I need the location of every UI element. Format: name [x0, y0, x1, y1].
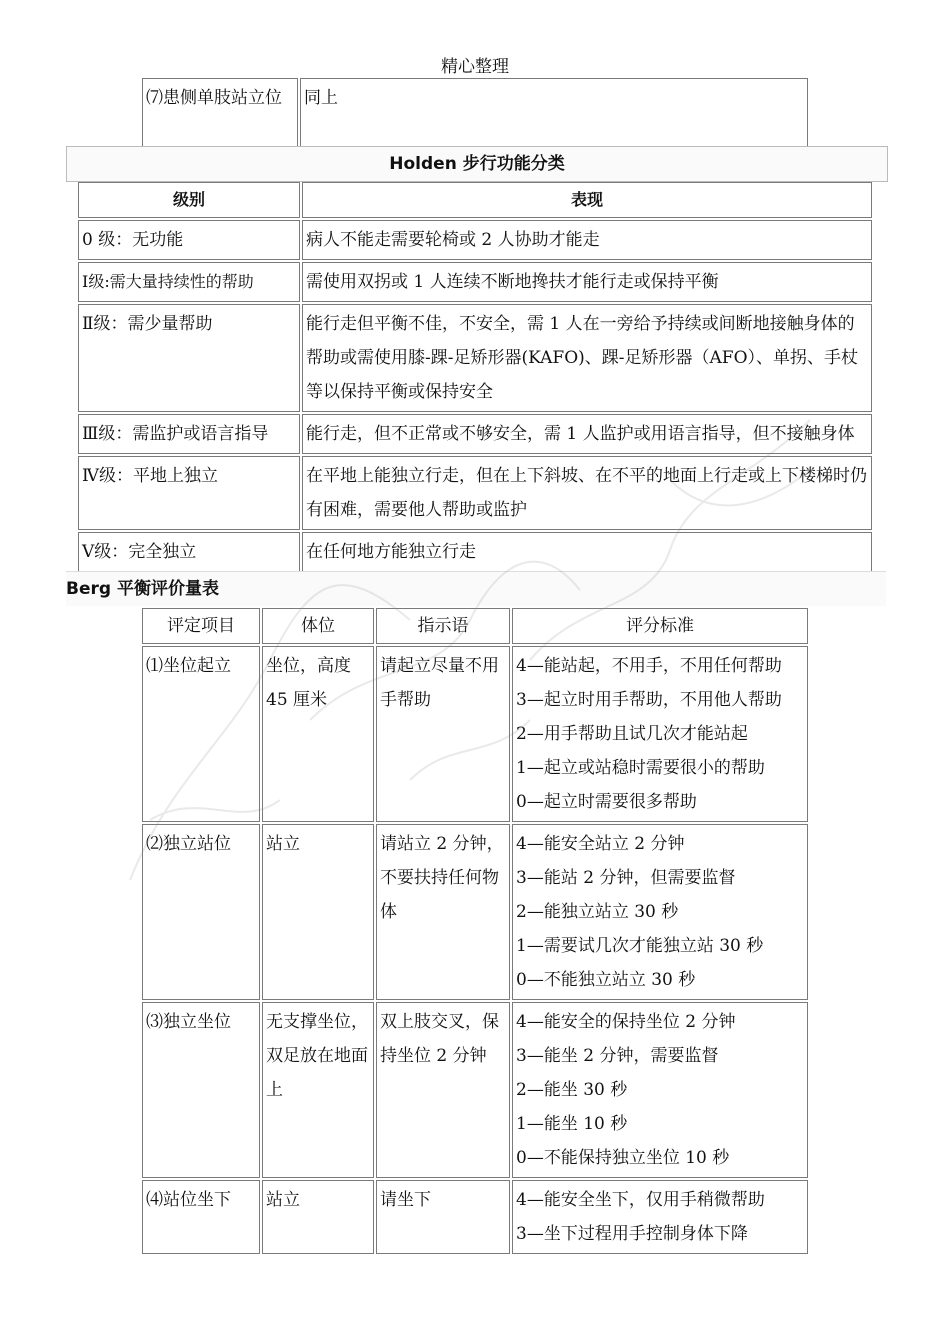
table-row: [78, 220, 872, 260]
table-row: [78, 304, 872, 412]
desc-cell: 能行走，但不正常或不够安全，需 1 人监护或用语言指导，但不接触身体: [302, 414, 872, 454]
criteria-line: 1—需要试几次才能独立站 30 秒: [516, 936, 764, 956]
table-header-row: [142, 608, 808, 644]
criteria-line: 2—能坐 30 秒: [516, 1080, 628, 1100]
criteria-line: 0—不能独立站立 30 秒: [516, 970, 696, 990]
level-cell: Ⅱ级：需少量帮助: [78, 304, 300, 412]
table-row: [78, 262, 872, 302]
criteria-line: 2—能独立站立 30 秒: [516, 902, 679, 922]
table-row: [142, 824, 808, 1000]
instruction-cell: 请起立尽量不用手帮助: [376, 646, 510, 822]
criteria-line: 3—能坐 2 分钟，需要监督: [516, 1046, 719, 1066]
level-cell: Ⅳ级：平地上独立: [78, 456, 300, 530]
table-row: [78, 456, 872, 530]
criteria-cell: [512, 646, 808, 822]
criteria-line: 2—用手帮助且试几次才能站起: [516, 724, 748, 744]
level-cell: 0 级：无功能: [78, 220, 300, 260]
position-cell: 无支撑坐位，双足放在地面上: [262, 1002, 374, 1178]
criteria-cell: [512, 1180, 808, 1254]
desc-cell: 在任何地方能独立行走: [302, 532, 872, 572]
table-row: [78, 532, 872, 572]
table-row: [78, 414, 872, 454]
item-cell: ⑴坐位起立: [142, 646, 260, 822]
item-cell: ⑶独立坐位: [142, 1002, 260, 1178]
position-cell: 坐位，高度 45 厘米: [262, 646, 374, 822]
column-header-level: 级别: [78, 182, 300, 218]
column-header-criteria: 评分标准: [512, 608, 808, 644]
criteria-line: 3—起立时用手帮助，不用他人帮助: [516, 690, 782, 710]
top-table: [140, 76, 810, 150]
criteria-line: 1—起立或站稳时需要很小的帮助: [516, 758, 765, 778]
instruction-cell: 请站立 2 分钟，不要扶持任何物体: [376, 824, 510, 1000]
table-row: [142, 1002, 808, 1178]
criteria-line: 4—能安全坐下，仅用手稍微帮助: [516, 1190, 765, 1210]
criteria-line: 3—坐下过程用手控制身体下降: [516, 1224, 748, 1244]
desc-cell: 在平地上能独立行走，但在上下斜坡、在不平的地面上行走或上下楼梯时仍有困难，需要他人帮助或监护: [302, 456, 872, 530]
table-row: [142, 646, 808, 822]
column-header-position: 体位: [262, 608, 374, 644]
berg-table: [140, 606, 810, 1256]
column-header-desc: 表现: [302, 182, 872, 218]
criteria-line: 0—不能保持独立坐位 10 秒: [516, 1148, 730, 1168]
berg-title: Berg 平衡评价量表: [66, 579, 219, 599]
page-header: 精心整理: [441, 57, 509, 77]
criteria-line: 4—能站起，不用手，不用任何帮助: [516, 656, 782, 676]
criteria-line: 1—能坐 10 秒: [516, 1114, 628, 1134]
criteria-line: 0—起立时需要很多帮助: [516, 792, 697, 812]
instruction-cell: 双上肢交叉，保持坐位 2 分钟: [376, 1002, 510, 1178]
column-header-instruction: 指示语: [376, 608, 510, 644]
item-cell: ⑵独立站位: [142, 824, 260, 1000]
level-cell: Ⅴ级：完全独立: [78, 532, 300, 572]
column-header-item: 评定项目: [142, 608, 260, 644]
table-row: [142, 1180, 808, 1254]
position-cell: 站立: [262, 824, 374, 1000]
berg-title-bar: [66, 571, 886, 606]
level-cell: Ⅰ级:需大量持续性的帮助: [78, 262, 300, 302]
criteria-line: 4—能安全的保持坐位 2 分钟: [516, 1012, 736, 1032]
table-row: [142, 78, 808, 148]
criteria-line: 4—能安全站立 2 分钟: [516, 834, 685, 854]
holden-table: [76, 180, 874, 574]
desc-cell: 病人不能走需要轮椅或 2 人协助才能走: [302, 220, 872, 260]
criteria-cell: [512, 824, 808, 1000]
criteria-line: 3—能站 2 分钟，但需要监督: [516, 868, 736, 888]
holden-title: Holden 步行功能分类: [389, 154, 565, 174]
table-header-row: [78, 182, 872, 218]
criteria-cell: [512, 1002, 808, 1178]
item-cell: ⑺患侧单肢站立位: [142, 78, 298, 148]
position-cell: 站立: [262, 1180, 374, 1254]
desc-cell: 同上: [300, 78, 808, 148]
holden-title-bar: [66, 146, 888, 182]
desc-cell: 需使用双拐或 1 人连续不断地搀扶才能行走或保持平衡: [302, 262, 872, 302]
level-cell: Ⅲ级：需监护或语言指导: [78, 414, 300, 454]
item-cell: ⑷站位坐下: [142, 1180, 260, 1254]
instruction-cell: 请坐下: [376, 1180, 510, 1254]
desc-cell: 能行走但平衡不佳，不安全，需 1 人在一旁给予持续或间断地接触身体的帮助或需使用膝-踝-足矫形器(KAFO)、踝-足矫形器（AFO）、单拐、手杖等以保持平衡或保持安全: [302, 304, 872, 412]
